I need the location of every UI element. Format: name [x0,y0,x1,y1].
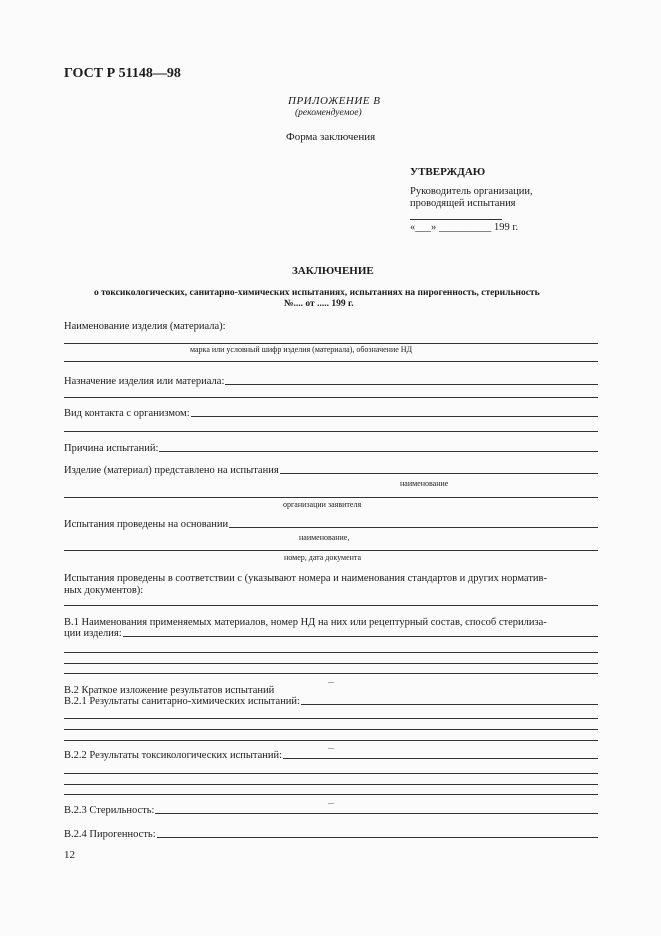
form-title: Форма заключения [286,131,376,143]
reason-label: Причина испытаний: [64,443,159,454]
b1-field-4[interactable] [64,673,598,674]
contact-label: Вид контакта с организмом: [64,408,190,419]
reason-row[interactable] [64,443,598,454]
approve-position-line2: проводящей испытания [410,198,516,209]
contact-row[interactable] [64,408,598,419]
b21-row[interactable] [64,696,598,707]
b1-field-3[interactable] [64,663,598,664]
b21-field[interactable] [301,704,598,705]
approve-position-line1: Руководитель организации, [410,186,533,197]
b22-field-4[interactable] [64,794,598,795]
b22-label: В.2.2 Результаты токсикологических испытаний: [64,750,283,761]
conclusion-title: ЗАКЛЮЧЕНИЕ [292,265,374,277]
b22-field-2[interactable] [64,773,598,774]
basis-row[interactable] [64,519,598,530]
b21-label: В.2.1 Результаты санитарно-химических испытаний: [64,696,300,707]
b21-dots: ... [328,742,334,751]
submitted-caption-org: организации заявителя [283,500,362,509]
basis-field-2[interactable] [64,550,598,551]
b1-line2: ции изделия: [64,628,122,639]
accordance-field[interactable] [64,605,598,606]
purpose-field[interactable] [225,384,598,385]
purpose-row[interactable] [64,376,598,387]
b1-field[interactable] [123,636,598,637]
b1-dots: ... [328,676,334,685]
approve-date-line: «___» __________ 199 г. [410,222,519,233]
submitted-caption-name: наименование [400,479,449,488]
conclusion-subtitle: о токсикологических, санитарно-химических испытаниях, испытаниях на пирогенность, стерильность [94,288,540,298]
standard-number: ГОСТ Р 51148—98 [64,66,181,81]
b24-label: В.2.4 Пирогенность: [64,829,156,840]
conclusion-number-date: №.... от ..... 199 г. [284,299,354,309]
submitted-field[interactable] [280,473,598,474]
product-name-caption: марка или условный шифр изделия (материала), обозначение НД [190,345,413,354]
reason-field[interactable] [159,451,598,452]
b24-field[interactable] [157,837,598,838]
b22-field[interactable] [283,758,598,759]
basis-caption-name: наименование, [299,533,350,542]
b23-label: В.2.3 Стерильность: [64,805,155,816]
approve-title: УТВЕРЖДАЮ [410,166,486,178]
contact-field[interactable] [191,416,598,417]
basis-caption-doc: номер, дата документа [284,553,362,562]
contact-field-2[interactable] [64,431,598,432]
product-name-field[interactable] [64,343,598,344]
b22-row[interactable] [64,750,598,761]
b1-row[interactable] [64,628,598,639]
b24-row[interactable] [64,829,598,840]
b21-field-3[interactable] [64,729,598,730]
product-name-label: Наименование изделия (материала): [64,321,226,332]
b1-line1: В.1 Наименования применяемых материалов, номер НД на них или рецептурный состав, способ стерилиза- [64,617,547,628]
b23-field[interactable] [155,813,598,814]
b23-row[interactable] [64,805,598,816]
page-number: 12 [64,849,75,861]
purpose-label: Назначение изделия или материала: [64,376,225,387]
signature-line [410,219,502,220]
b22-field-3[interactable] [64,784,598,785]
b21-field-4[interactable] [64,740,598,741]
submitted-label: Изделие (материал) представлено на испытания [64,465,279,476]
b1-field-2[interactable] [64,652,598,653]
purpose-field-2[interactable] [64,397,598,398]
b21-field-2[interactable] [64,718,598,719]
basis-field[interactable] [229,527,598,528]
submitted-row[interactable] [64,465,598,476]
appendix-title: ПРИЛОЖЕНИЕ В [288,95,381,107]
appendix-subtitle: (рекомендуемое) [295,108,362,118]
submitted-field-2[interactable] [64,497,598,498]
b22-dots: ... [328,797,334,806]
basis-label: Испытания проведены на основании [64,519,229,530]
b2-heading: В.2 Краткое изложение результатов испытаний [64,685,275,696]
product-name-field-2[interactable] [64,361,598,362]
accordance-line2: ных документов): [64,585,144,596]
accordance-line1: Испытания проведены в соответствии с (указывают номера и наименования стандартов и других норматив- [64,573,547,584]
